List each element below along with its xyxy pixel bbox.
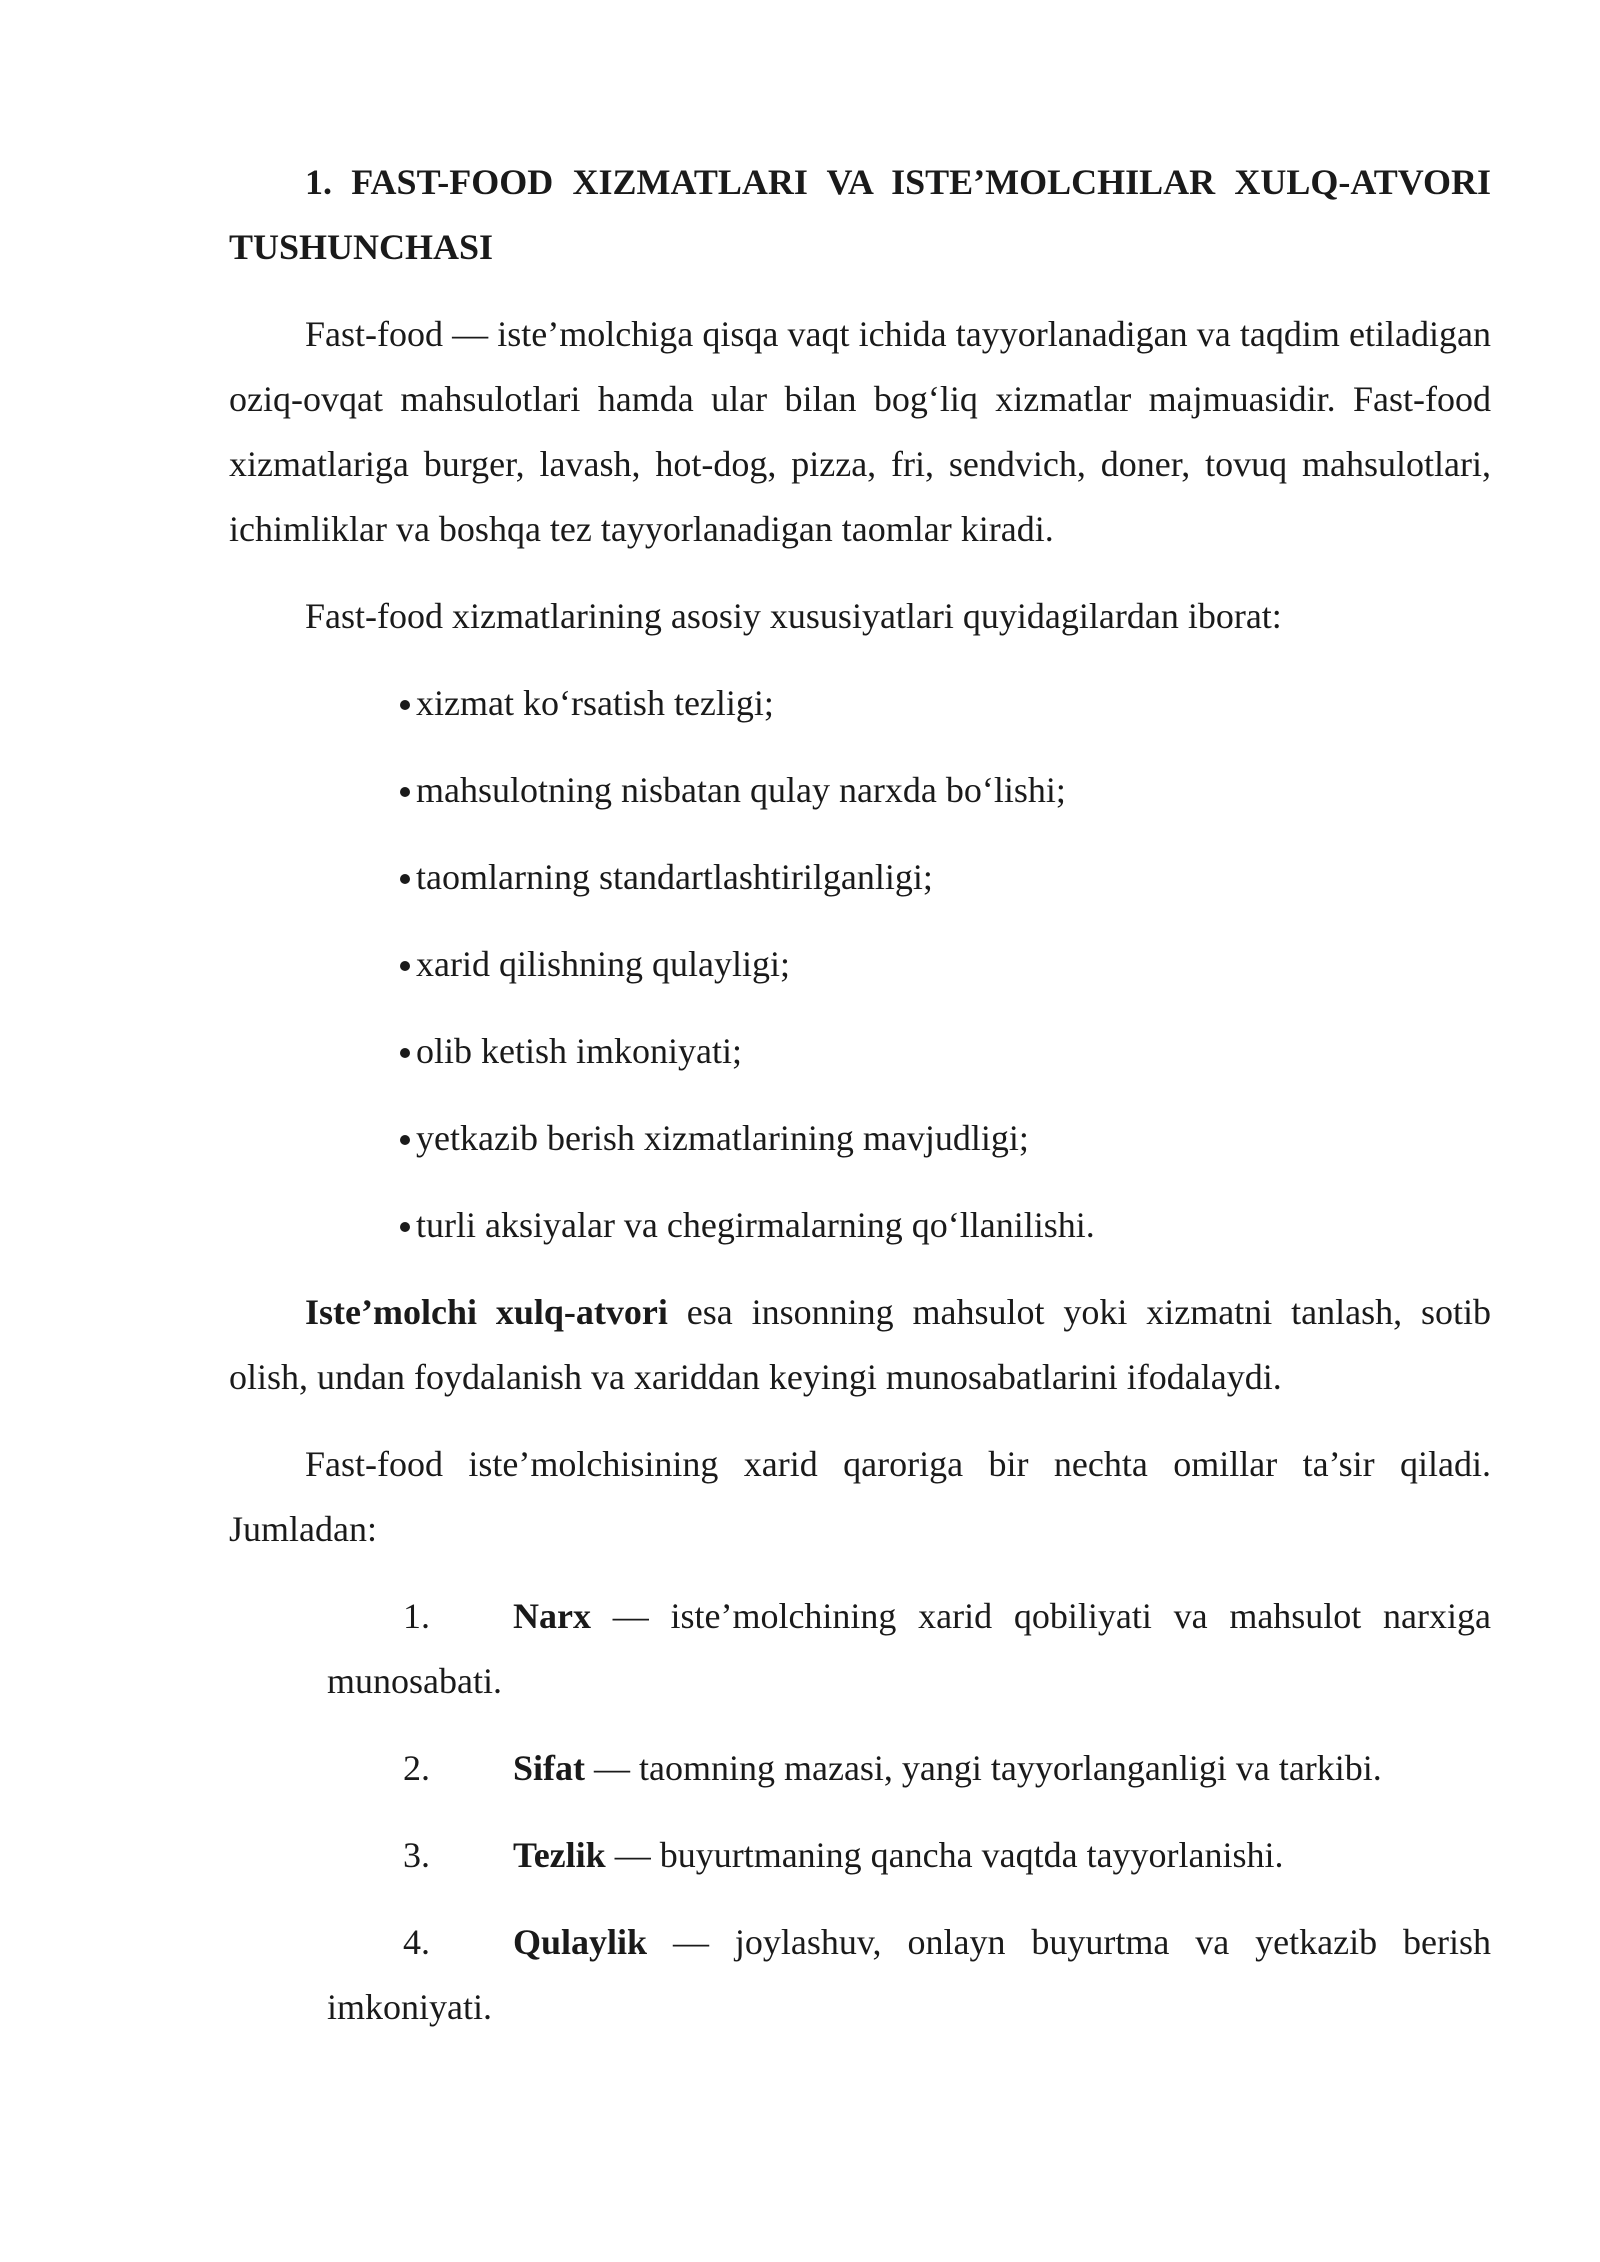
factor-item — [229, 1736, 1491, 1801]
factor-number: 2. — [403, 1748, 430, 1788]
bullet-icon — [400, 1135, 410, 1145]
list-item — [229, 1106, 1491, 1171]
bullet-icon — [400, 787, 410, 797]
factor-item — [229, 1584, 1491, 1714]
paragraph-consumer-behavior — [229, 1280, 1491, 1410]
document-body — [229, 150, 1491, 2040]
list-item — [229, 1193, 1491, 1258]
list-item-text: turli aksiyalar va chegirmalarning qo‘llanilishi. — [416, 1205, 1095, 1245]
bullet-icon — [400, 961, 410, 971]
bullet-icon — [400, 1222, 410, 1232]
factor-number: 1. — [403, 1596, 430, 1636]
factor-text: — joylashuv, onlayn buyurtma va yetkazib berish imkoniyati. — [327, 1922, 1491, 2027]
factor-number: 4. — [403, 1922, 430, 1962]
factor-text: — buyurtmaning qancha vaqtda tayyorlanishi. — [605, 1835, 1284, 1875]
list-item-text: xarid qilishning qulayligi; — [416, 944, 790, 984]
paragraph-definition: Fast-food — iste’molchiga qisqa vaqt ichida tayyorlanadigan va taqdim etiladigan oziq-ovqat mahsulotlari hamda ular bilan bog‘liq xizmatlar majmuasidir. Fast-food xizmatlariga burger, lavash, hot-dog, pizza, fri, sendvich, doner, tovuq mahsulotlari, ichimliklar va boshqa tez tayyorlanadigan taomlar kiradi. — [229, 314, 1491, 549]
factors-list — [229, 1584, 1491, 2040]
factor-item — [229, 1823, 1491, 1888]
factor-term: Sifat — [513, 1748, 585, 1788]
list-item-text: mahsulotning nisbatan qulay narxda bo‘lishi; — [416, 770, 1066, 810]
list-item — [229, 932, 1491, 997]
paragraph-features-intro: Fast-food xizmatlarining asosiy xususiyatlari quyidagilardan iborat: — [305, 596, 1282, 636]
list-item-text: taomlarning standartlashtirilganligi; — [416, 857, 933, 897]
list-item-text: xizmat ko‘rsatish tezligi; — [416, 683, 774, 723]
factor-term: Qulaylik — [513, 1922, 648, 1962]
factor-text: — taomning mazasi, yangi tayyorlanganligi va tarkibi. — [585, 1748, 1382, 1788]
bullet-icon — [400, 700, 410, 710]
list-item — [229, 1019, 1491, 1084]
factor-number: 3. — [403, 1835, 430, 1875]
paragraph-text: esa insonning mahsulot yoki xizmatni tanlash, sotib olish, undan foydalanish va xariddan keyingi munosabatlarini ifodalaydi. — [229, 1292, 1491, 1397]
bullet-icon — [400, 874, 410, 884]
factor-text: — iste’molchining xarid qobiliyati va mahsulot narxiga munosabati. — [327, 1596, 1491, 1701]
bullet-icon — [400, 1048, 410, 1058]
list-item-text: olib ketish imkoniyati; — [416, 1031, 742, 1071]
paragraph-factors-intro: Fast-food iste’molchisining xarid qaroriga bir nechta omillar ta’sir qiladi. Jumladan: — [229, 1444, 1491, 1549]
bold-term: Iste’molchi xulq-atvori — [305, 1292, 668, 1332]
list-item-text: yetkazib berish xizmatlarining mavjudligi; — [416, 1118, 1029, 1158]
list-item — [229, 671, 1491, 736]
features-list — [229, 671, 1491, 1258]
factor-term: Tezlik — [513, 1835, 606, 1875]
factor-item — [229, 1910, 1491, 2040]
list-item — [229, 758, 1491, 823]
list-item — [229, 845, 1491, 910]
section-heading: 1. FAST-FOOD XIZMATLARI VA ISTE’MOLCHILAR XULQ-ATVORI TUSHUNCHASI — [229, 162, 1491, 267]
factor-term: Narx — [513, 1596, 591, 1636]
